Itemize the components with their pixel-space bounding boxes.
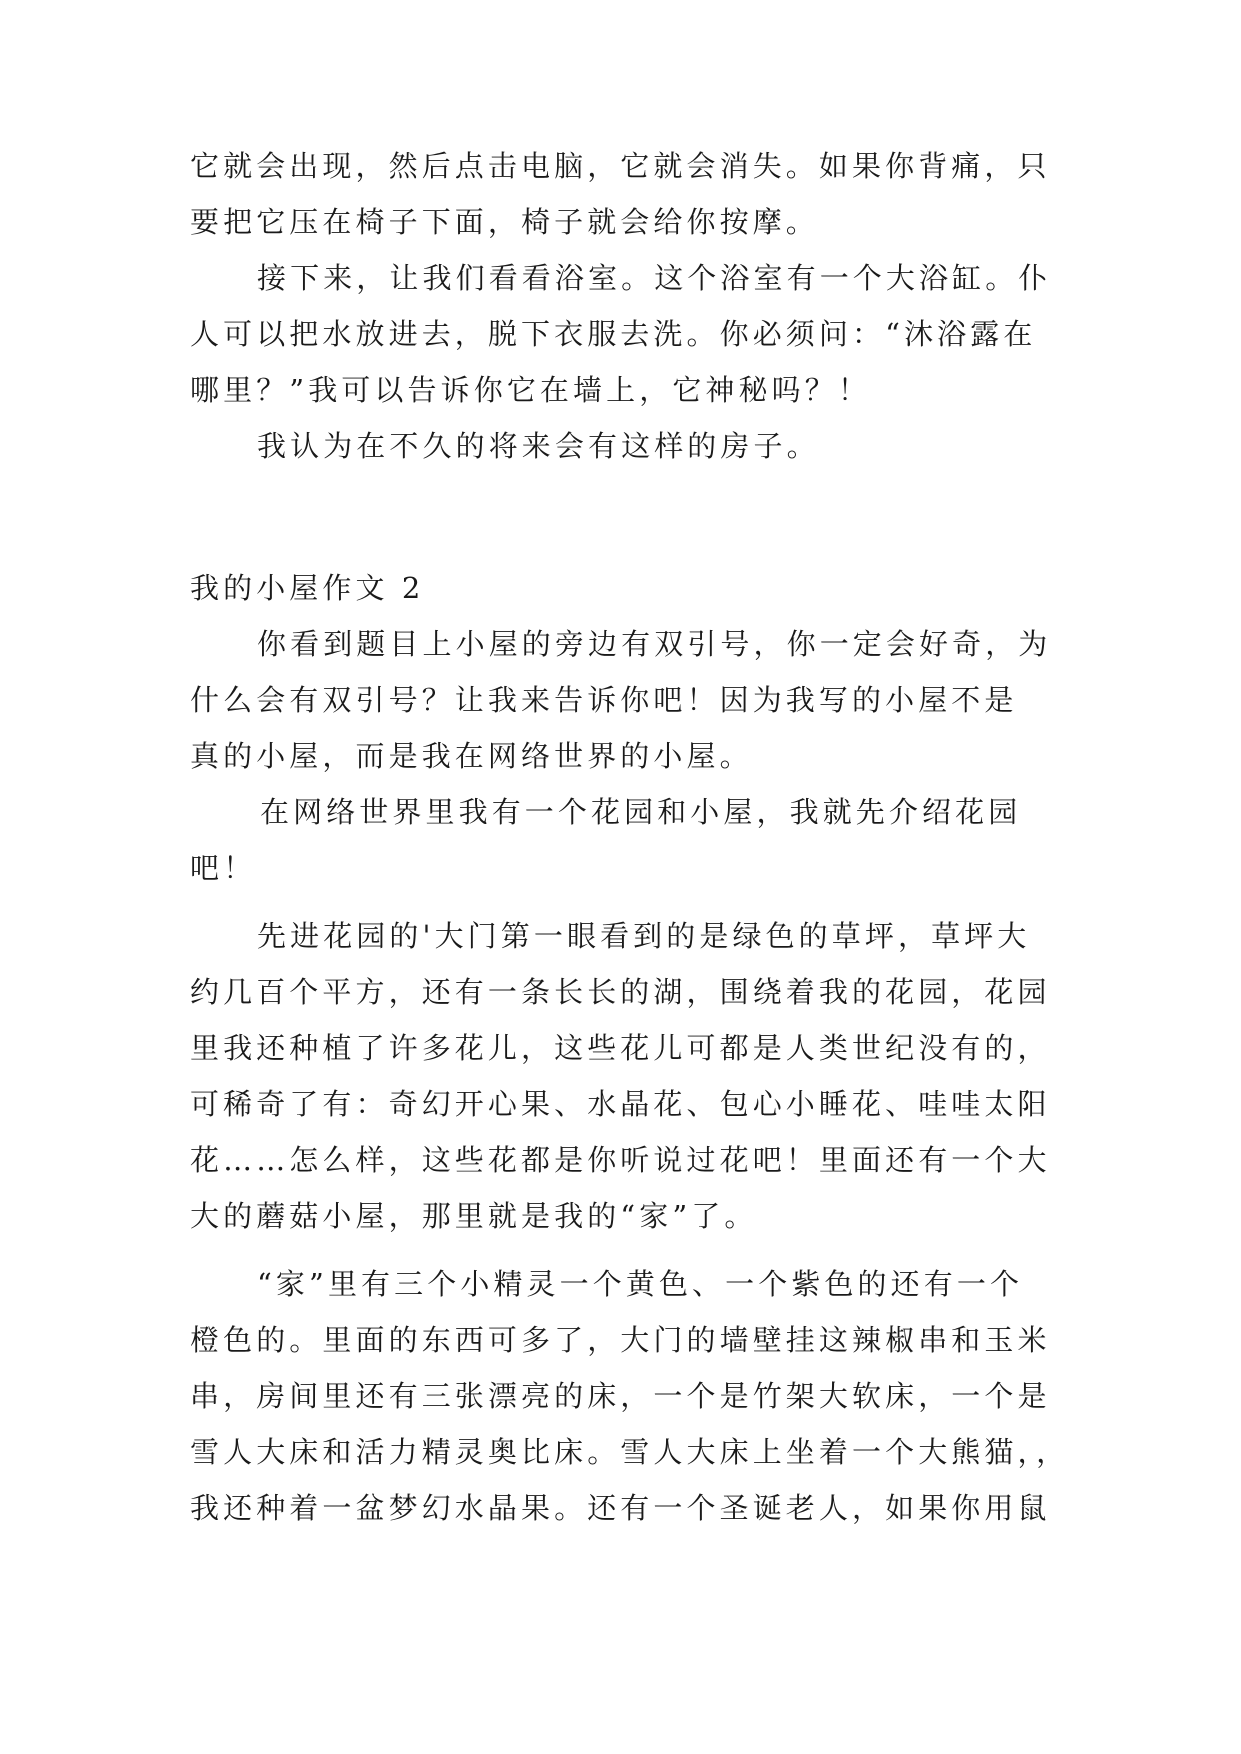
text-line: 里我还种植了许多花儿，这些花儿可都是人类世纪没有的， <box>190 1031 1051 1065</box>
text-line: 你看到题目上小屋的旁边有双引号，你一定会好奇，为 <box>257 627 1052 661</box>
text-line: 橙色的。里面的东西可多了，大门的墙壁挂这辣椒串和玉米 <box>190 1323 1051 1357</box>
text-line: 先进花园的'大门第一眼看到的是绿色的草坪，草坪大 <box>257 919 1031 953</box>
text-line: 可稀奇了有：奇幻开心果、水晶花、包心小睡花、哇哇太阳 <box>190 1087 1051 1121</box>
text-line: 人可以把水放进去，脱下衣服去洗。你必须问：“沐浴露在 <box>190 317 1037 351</box>
text-line: 在网络世界里我有一个花园和小屋，我就先介绍花园 <box>260 795 1022 829</box>
text-line: 大的蘑菇小屋，那里就是我的“家”了。 <box>190 1199 758 1233</box>
section-heading: 我的小屋作文 2 <box>190 571 425 605</box>
text-line: 我还种着一盆梦幻水晶果。还有一个圣诞老人，如果你用鼠 <box>190 1491 1051 1525</box>
text-line: 约几百个平方，还有一条长长的湖，围绕着我的花园，花园 <box>190 975 1051 1009</box>
text-line: “家”里有三个小精灵一个黄色、一个紫色的还有一个 <box>257 1267 1024 1301</box>
text-line: 花……怎么样，这些花都是你听说过花吧！里面还有一个大 <box>190 1143 1051 1177</box>
text-line: 什么会有双引号？让我来告诉你吧！因为我写的小屋不是 <box>190 683 1018 717</box>
text-line: 它就会出现，然后点击电脑，它就会消失。如果你背痛，只 <box>190 149 1051 183</box>
text-line: 真的小屋，而是我在网络世界的小屋。 <box>190 739 753 773</box>
text-line: 吧！ <box>190 851 257 885</box>
text-line: 哪里？”我可以告诉你它在墙上，它神秘吗？！ <box>190 373 871 407</box>
text-line: 接下来，让我们看看浴室。这个浴室有一个大浴缸。仆 <box>257 261 1052 295</box>
text-line: 我认为在不久的将来会有这样的房子。 <box>257 429 820 463</box>
text-line: 串，房间里还有三张漂亮的床，一个是竹架大软床，一个是 <box>190 1379 1051 1413</box>
text-line: 要把它压在椅子下面，椅子就会给你按摩。 <box>190 205 819 239</box>
text-line: 雪人大床和活力精灵奥比床。雪人大床上坐着一个大熊猫，， <box>190 1435 1070 1469</box>
